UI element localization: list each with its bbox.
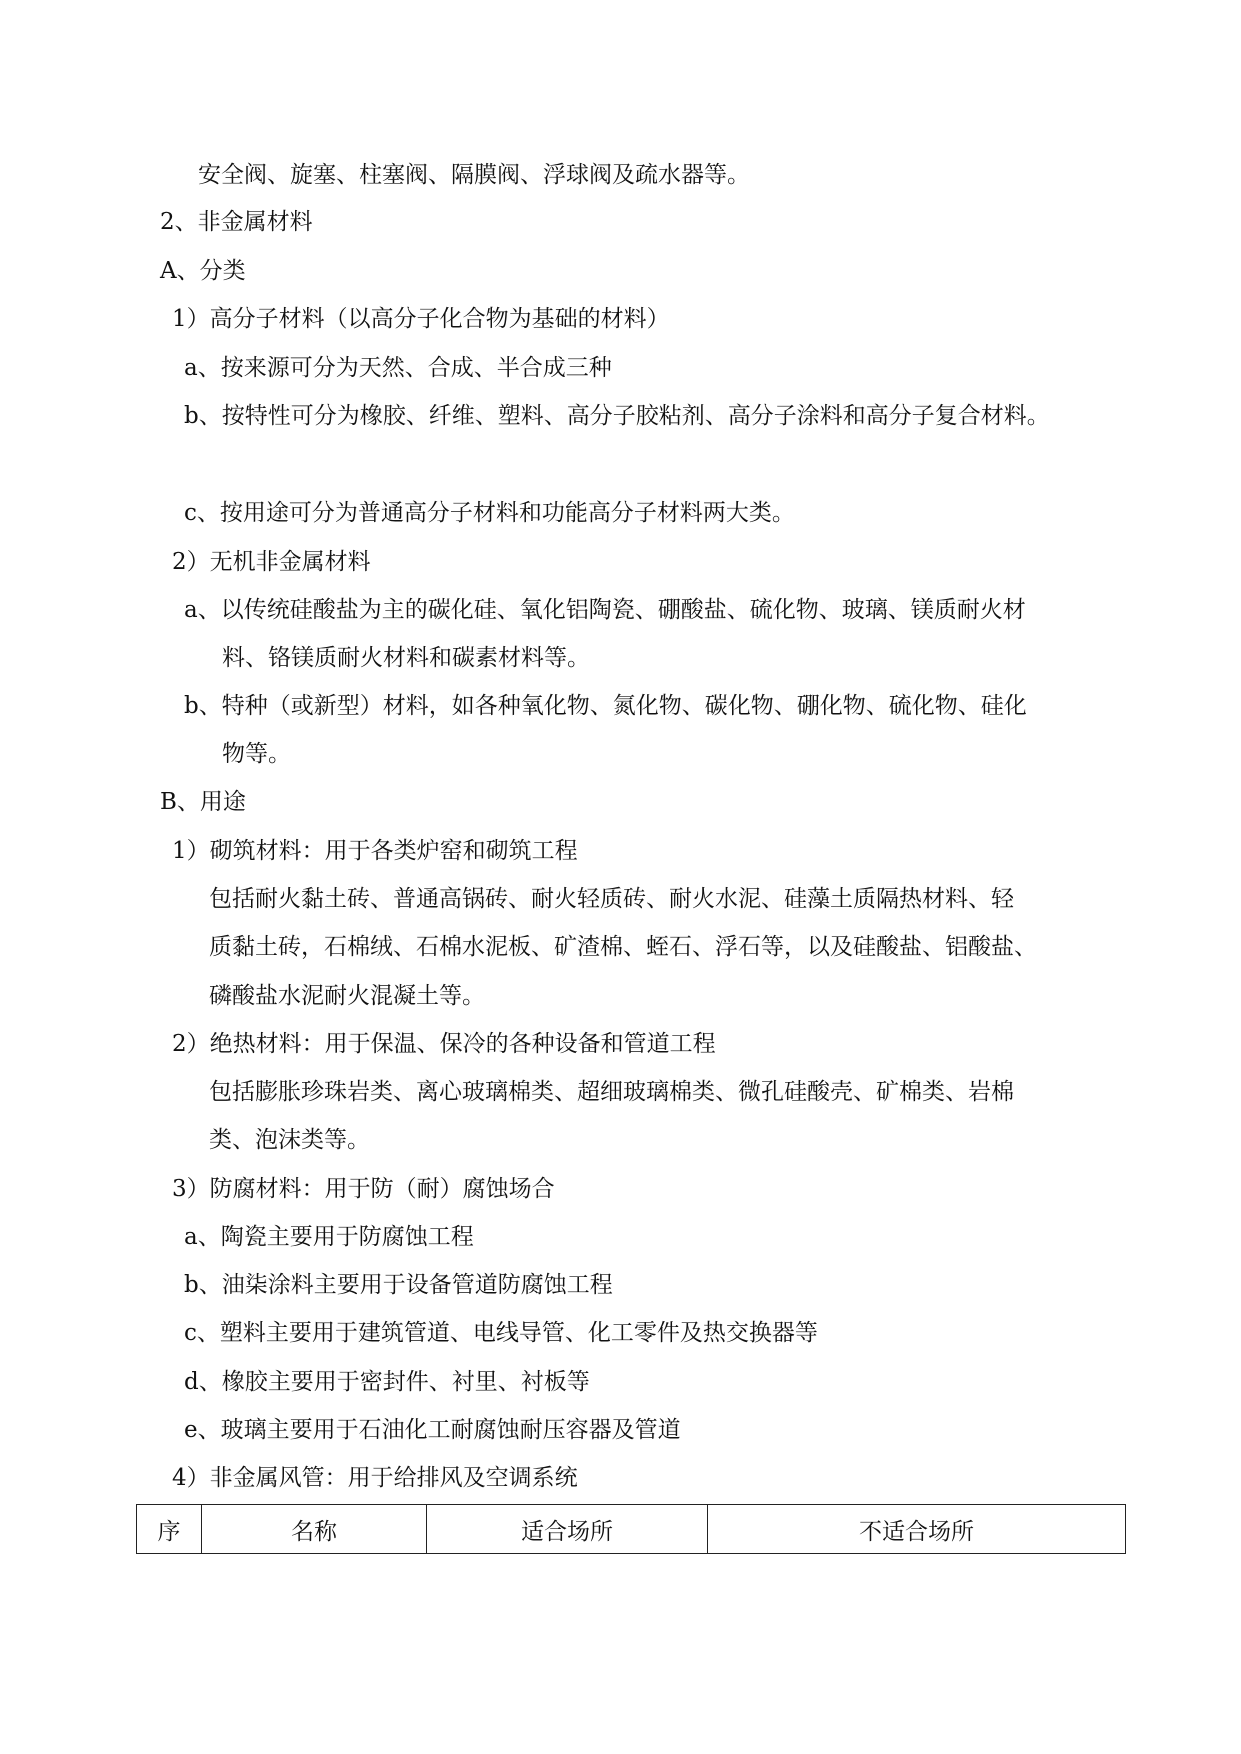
text-line-rubber: d、橡胶主要用于密封件、衬里、衬板等 (184, 1369, 590, 1395)
subheading-masonry-materials: 1）砌筑材料：用于各类炉窑和砌筑工程 (172, 838, 578, 864)
table-header-no: 序 (137, 1505, 202, 1554)
table-header-name: 名称 (202, 1505, 427, 1554)
text-line-by-use: c、按用途可分为普通高分子材料和功能高分子材料两大类。 (184, 500, 795, 526)
table-header-row (137, 1505, 1126, 1554)
text-line-special-1: b、特种（或新型）材料，如各种氧化物、氮化物、碳化物、硼化物、硫化物、硅化 (184, 693, 1027, 719)
table-header-unsuitable: 不适合场所 (708, 1505, 1126, 1554)
subheading-insulation-materials: 2）绝热材料：用于保温、保冷的各种设备和管道工程 (172, 1031, 716, 1057)
text-line-ceramics: a、陶瓷主要用于防腐蚀工程 (184, 1224, 474, 1250)
text-line-masonry-3: 磷酸盐水泥耐火混凝土等。 (209, 983, 485, 1009)
text-line-glass: e、玻璃主要用于石油化工耐腐蚀耐压容器及管道 (184, 1417, 681, 1443)
duct-table (136, 1504, 1126, 1554)
subheading-polymer-materials: 1）高分子材料（以高分子化合物为基础的材料） (172, 306, 670, 332)
text-line-by-property: b、按特性可分为橡胶、纤维、塑料、高分子胶粘剂、高分子涂料和高分子复合材料。 (184, 403, 1050, 429)
text-line-insulation-2: 类、泡沫类等。 (209, 1127, 370, 1153)
text-line-by-source: a、按来源可分为天然、合成、半合成三种 (184, 355, 612, 381)
text-line-special-2: 物等。 (222, 741, 291, 767)
text-line-paint: b、油柒涂料主要用于设备管道防腐蚀工程 (184, 1272, 613, 1298)
text-line-valves: 安全阀、旋塞、柱塞阀、隔膜阀、浮球阀及疏水器等。 (198, 162, 750, 188)
text-line-silicate-1: a、以传统硅酸盐为主的碳化硅、氧化铝陶瓷、硼酸盐、硫化物、玻璃、镁质耐火材 (184, 597, 1026, 623)
heading-classification: A、分类 (160, 258, 246, 284)
text-line-masonry-2: 质黏土砖，石棉绒、石棉水泥板、矿渣棉、蛭石、浮石等，以及硅酸盐、铝酸盐、 (209, 934, 1037, 960)
text-line-insulation-1: 包括膨胀珍珠岩类、离心玻璃棉类、超细玻璃棉类、微孔硅酸壳、矿棉类、岩棉 (209, 1079, 1014, 1105)
text-line-masonry-1: 包括耐火黏土砖、普通高锅砖、耐火轻质砖、耐火水泥、硅藻土质隔热材料、轻 (209, 886, 1014, 912)
heading-uses: B、用途 (160, 789, 246, 815)
text-line-plastics: c、塑料主要用于建筑管道、电线导管、化工零件及热交换器等 (184, 1320, 818, 1346)
text-line-silicate-2: 料、铬镁质耐火材料和碳素材料等。 (222, 645, 590, 671)
heading-nonmetal-materials: 2、非金属材料 (160, 209, 313, 235)
subheading-inorganic-materials: 2）无机非金属材料 (172, 549, 371, 575)
subheading-nonmetal-ducts: 4）非金属风管：用于给排风及空调系统 (172, 1465, 578, 1491)
subheading-anticorrosion-materials: 3）防腐材料：用于防（耐）腐蚀场合 (172, 1176, 555, 1202)
table-header-suitable: 适合场所 (427, 1505, 708, 1554)
